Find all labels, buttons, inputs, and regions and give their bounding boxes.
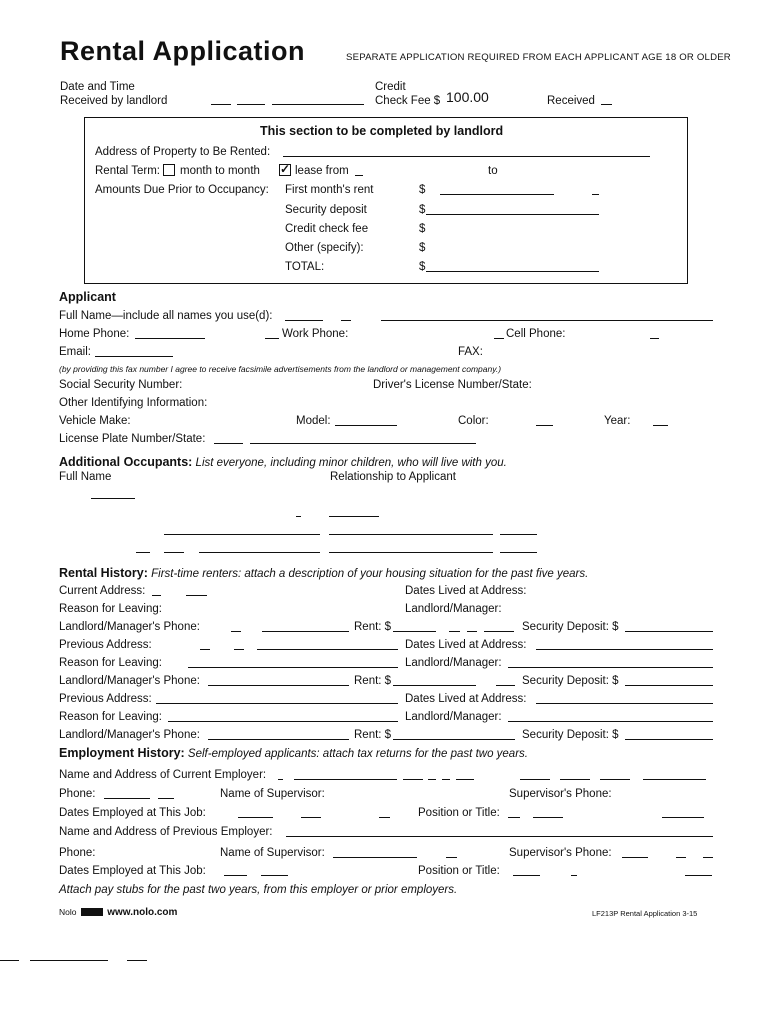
current-dates-lived-label: Dates Lived at Address: <box>405 585 527 597</box>
received-label: Received <box>547 95 595 107</box>
email-line[interactable] <box>95 356 173 357</box>
previous-supervisor-phone-label: Supervisor's Phone: <box>509 847 612 859</box>
current-manager-phone-line-2[interactable] <box>262 631 349 632</box>
received-time-line[interactable] <box>237 104 265 105</box>
employment-heading-row <box>59 746 528 761</box>
license-plate-line-2[interactable] <box>250 443 476 444</box>
credit-check-fee-dollar: $ <box>419 223 426 235</box>
previous-1-rent-line[interactable] <box>393 685 476 686</box>
license-plate-label: License Plate Number/State: <box>59 433 206 445</box>
full-name-label: Full Name—include all names you use(d): <box>59 310 273 322</box>
cell-phone-label: Cell Phone: <box>506 328 566 340</box>
previous-supervisor-phone-line-2[interactable] <box>676 857 686 858</box>
total-dollar: $ <box>419 261 426 273</box>
cell-phone-line[interactable] <box>650 338 659 339</box>
previous-1-reason-line[interactable] <box>188 667 398 668</box>
occupants-heading: Additional Occupants: <box>59 455 193 469</box>
previous-2-dates-lived-line[interactable] <box>536 703 713 704</box>
current-employer-line-8[interactable] <box>560 779 590 780</box>
rental-history-heading: Rental History: <box>59 566 148 580</box>
home-phone-line[interactable] <box>135 338 205 339</box>
previous-2-rent-label: Rent: $ <box>354 729 392 741</box>
other-specify-label: Other (specify): <box>285 242 364 254</box>
current-rent-line[interactable] <box>393 631 436 632</box>
current-supervisor-label: Name of Supervisor: <box>220 788 325 800</box>
occupants-heading-row <box>59 455 507 470</box>
landlord-section-box <box>84 117 688 284</box>
month-to-month-checkbox[interactable] <box>163 164 175 176</box>
previous-employer-phone-label: Phone: <box>59 847 96 859</box>
current-employer-line-2[interactable] <box>294 779 397 780</box>
current-position-line-1[interactable] <box>508 817 520 818</box>
previous-2-manager-label: Landlord/Manager: <box>405 711 502 723</box>
security-deposit-label: Security deposit <box>285 204 367 216</box>
current-employer-line-4[interactable] <box>428 779 436 780</box>
first-month-rent-label: First month's rent <box>285 184 374 196</box>
page-title: Rental Application <box>60 36 306 66</box>
rental-term-label: Rental Term: <box>95 165 160 177</box>
occupant-row-1-line[interactable] <box>91 498 135 499</box>
occupants-note: List everyone, including minor children, who will live with you. <box>195 457 507 469</box>
previous-2-rent-line[interactable] <box>393 739 515 740</box>
lease-to-label: to <box>488 165 498 177</box>
work-phone-label: Work Phone: <box>282 328 349 340</box>
previous-1-manager-label: Landlord/Manager: <box>405 657 502 669</box>
current-reason-label: Reason for Leaving: <box>59 603 162 615</box>
amounts-due-label: Amounts Due Prior to Occupancy: <box>95 184 269 196</box>
employment-heading: Employment History: <box>59 746 185 760</box>
previous-address-2-line[interactable] <box>156 703 398 704</box>
current-rent-line-2[interactable] <box>449 631 460 632</box>
previous-supervisor-line[interactable] <box>333 857 417 858</box>
current-position-line-2[interactable] <box>533 817 563 818</box>
cell-phone-line-pre[interactable] <box>494 338 504 339</box>
current-address-line-2[interactable] <box>186 595 207 596</box>
rental-history-heading-row <box>59 566 588 581</box>
previous-1-manager-phone-line[interactable] <box>208 685 349 686</box>
previous-address-1-line-2[interactable] <box>234 649 244 650</box>
previous-position-line-2[interactable] <box>571 875 577 876</box>
current-position-line-3[interactable] <box>662 817 704 818</box>
date-time-label: Date and Time <box>60 81 135 93</box>
current-employer-line-10[interactable] <box>643 779 706 780</box>
footer-brand <box>59 905 177 920</box>
vehicle-model-label: Model: <box>296 415 331 427</box>
previous-address-1-label: Previous Address: <box>59 639 152 651</box>
occupant-row-4-rel-line[interactable] <box>329 552 493 553</box>
current-rent-label: Rent: $ <box>354 621 392 633</box>
email-label: Email: <box>59 346 91 358</box>
first-month-rent-dollar: $ <box>419 184 426 196</box>
current-employer-line-5[interactable] <box>442 779 450 780</box>
occupant-row-4-line-a[interactable] <box>136 552 150 553</box>
occupant-row-3-name-line[interactable] <box>164 534 320 535</box>
vehicle-model-line[interactable] <box>335 425 397 426</box>
received-line[interactable] <box>601 104 612 105</box>
previous-position-line-1[interactable] <box>513 875 540 876</box>
rental-history-note: First-time renters: attach a description of your housing situation for the past five years. <box>151 568 589 580</box>
check-fee-label: Check Fee $ <box>375 95 441 107</box>
home-phone-label: Home Phone: <box>59 328 130 340</box>
current-employer-phone-line-2[interactable] <box>158 798 174 799</box>
previous-address-2-label: Previous Address: <box>59 693 152 705</box>
occupant-row-4-name-line[interactable] <box>199 552 320 553</box>
pay-stubs-note: Attach pay stubs for the past two years, from this employer or prior employers. <box>59 884 458 896</box>
occupant-row-2-line-b[interactable] <box>329 516 379 517</box>
occupant-row-3-rel-line[interactable] <box>329 534 493 535</box>
previous-2-reason-label: Reason for Leaving: <box>59 711 162 723</box>
previous-1-manager-line[interactable] <box>508 667 713 668</box>
security-deposit-line[interactable] <box>426 214 599 215</box>
stray-line-1 <box>0 960 19 961</box>
previous-2-manager-phone-label: Landlord/Manager's Phone: <box>59 729 200 741</box>
previous-1-dates-lived-label: Dates Lived at Address: <box>405 639 527 651</box>
previous-2-reason-line[interactable] <box>168 721 398 722</box>
previous-1-rent-label: Rent: $ <box>354 675 392 687</box>
vehicle-color-label: Color: <box>458 415 489 427</box>
vehicle-color-line[interactable] <box>536 425 553 426</box>
previous-position-line-3[interactable] <box>685 875 712 876</box>
previous-2-dates-lived-label: Dates Lived at Address: <box>405 693 527 705</box>
occupant-row-2-line-a[interactable] <box>296 516 301 517</box>
previous-1-deposit-label: Security Deposit: $ <box>522 675 619 687</box>
current-address-label: Current Address: <box>59 585 146 597</box>
ssn-label: Social Security Number: <box>59 379 183 391</box>
vehicle-make-label: Vehicle Make: <box>59 415 131 427</box>
month-to-month-label: month to month <box>180 165 260 177</box>
first-month-rent-line-2[interactable] <box>592 194 599 195</box>
current-supervisor-phone-label: Supervisor's Phone: <box>509 788 612 800</box>
occupant-full-name-header: Full Name <box>59 471 112 483</box>
previous-position-label: Position or Title: <box>418 865 500 877</box>
current-address-line-1[interactable] <box>152 595 161 596</box>
previous-dates-employed-line-2[interactable] <box>261 875 288 876</box>
property-address-label: Address of Property to Be Rented: <box>95 146 271 158</box>
work-phone-line-pre[interactable] <box>265 338 279 339</box>
other-specify-dollar: $ <box>419 242 426 254</box>
nolo-url: www.nolo.com <box>107 907 178 918</box>
check-mark-icon: ✓ <box>280 162 291 176</box>
previous-employer-label: Name and Address of Previous Employer: <box>59 826 273 838</box>
previous-2-manager-phone-line[interactable] <box>208 739 349 740</box>
current-employer-phone-label: Phone: <box>59 788 96 800</box>
fax-label: FAX: <box>458 346 483 358</box>
property-address-line[interactable] <box>283 156 650 157</box>
drivers-license-label: Driver's License Number/State: <box>373 379 532 391</box>
nolo-brand-text: Nolo <box>59 907 77 917</box>
occupant-row-4-rel-line-2[interactable] <box>500 552 537 553</box>
current-employer-line-6[interactable] <box>456 779 474 780</box>
current-employer-line-3[interactable] <box>403 779 423 780</box>
current-employer-phone-line[interactable] <box>104 798 150 799</box>
received-date-line[interactable] <box>211 104 231 105</box>
full-name-line-2[interactable] <box>341 320 351 321</box>
current-employer-line-1[interactable] <box>278 779 283 780</box>
previous-supervisor-phone-line[interactable] <box>622 857 648 858</box>
previous-2-deposit-line[interactable] <box>625 739 713 740</box>
current-rent-line-4[interactable] <box>484 631 514 632</box>
current-manager-label: Landlord/Manager: <box>405 603 502 615</box>
occupant-row-4-line-b[interactable] <box>164 552 184 553</box>
received-by-label: Received by landlord <box>60 95 168 107</box>
current-employer-line-7[interactable] <box>520 779 550 780</box>
occupant-row-3-rel-line-2[interactable] <box>500 534 537 535</box>
current-dates-employed-label: Dates Employed at This Job: <box>59 807 206 819</box>
security-deposit-dollar: $ <box>419 204 426 216</box>
current-employer-label: Name and Address of Current Employer: <box>59 769 267 781</box>
full-name-line-3[interactable] <box>381 320 713 321</box>
nolo-logo-icon <box>81 908 103 916</box>
vehicle-year-line[interactable] <box>653 425 668 426</box>
lease-from-label: lease from <box>295 165 349 177</box>
lease-checkbox[interactable] <box>279 164 291 176</box>
previous-dates-employed-label: Dates Employed at This Job: <box>59 865 206 877</box>
previous-employer-line[interactable] <box>286 836 713 837</box>
license-plate-line-1[interactable] <box>214 443 243 444</box>
current-manager-phone-label: Landlord/Manager's Phone: <box>59 621 200 633</box>
previous-supervisor-phone-line-3[interactable] <box>703 857 713 858</box>
current-dates-employed-line-3[interactable] <box>379 817 390 818</box>
landlord-section-title: This section to be completed by landlord <box>260 124 504 138</box>
previous-2-deposit-label: Security Deposit: $ <box>522 729 619 741</box>
check-fee-amount: 100.00 <box>446 89 489 105</box>
previous-1-reason-label: Reason for Leaving: <box>59 657 162 669</box>
previous-2-manager-line[interactable] <box>508 721 713 722</box>
current-rent-line-3[interactable] <box>467 631 477 632</box>
previous-address-1-line-3[interactable] <box>257 649 398 650</box>
form-code: LF213P Rental Application 3-15 <box>592 909 698 918</box>
stray-line-2 <box>30 960 108 961</box>
occupant-relationship-header: Relationship to Applicant <box>330 471 456 483</box>
applicant-heading: Applicant <box>59 290 116 304</box>
previous-supervisor-label: Name of Supervisor: <box>220 847 325 859</box>
employment-note: Self-employed applicants: attach tax returns for the past two years. <box>187 748 528 760</box>
current-manager-phone-line-1[interactable] <box>231 631 241 632</box>
fax-consent-note: (by providing this fax number I agree to receive facsimile advertisements from the landlord or management company.) <box>59 364 502 374</box>
full-name-line-1[interactable] <box>285 320 323 321</box>
total-label: TOTAL: <box>285 261 325 273</box>
current-dates-employed-line-1[interactable] <box>238 817 273 818</box>
lease-from-line[interactable] <box>355 175 363 176</box>
previous-dates-employed-line-1[interactable] <box>224 875 247 876</box>
current-deposit-line[interactable] <box>625 631 713 632</box>
credit-check-fee-label: Credit check fee <box>285 223 369 235</box>
other-id-label: Other Identifying Information: <box>59 397 208 409</box>
total-line[interactable] <box>426 271 599 272</box>
vehicle-year-label: Year: <box>604 415 631 427</box>
received-by-line[interactable] <box>272 104 364 105</box>
first-month-rent-line[interactable] <box>440 194 554 195</box>
stray-line-3 <box>127 960 147 961</box>
page-subtitle: SEPARATE APPLICATION REQUIRED FROM EACH APPLICANT AGE 18 OR OLDER <box>346 52 731 63</box>
current-deposit-label: Security Deposit: $ <box>522 621 619 633</box>
previous-supervisor-line-2[interactable] <box>446 857 457 858</box>
previous-1-deposit-line[interactable] <box>625 685 713 686</box>
current-dates-employed-line-2[interactable] <box>301 817 321 818</box>
previous-1-rent-line-2[interactable] <box>496 685 515 686</box>
previous-address-1-line-1[interactable] <box>200 649 210 650</box>
current-employer-line-9[interactable] <box>600 779 630 780</box>
credit-label: Credit <box>375 81 406 93</box>
current-position-label: Position or Title: <box>418 807 500 819</box>
previous-1-manager-phone-label: Landlord/Manager's Phone: <box>59 675 200 687</box>
previous-1-dates-lived-line[interactable] <box>536 649 713 650</box>
